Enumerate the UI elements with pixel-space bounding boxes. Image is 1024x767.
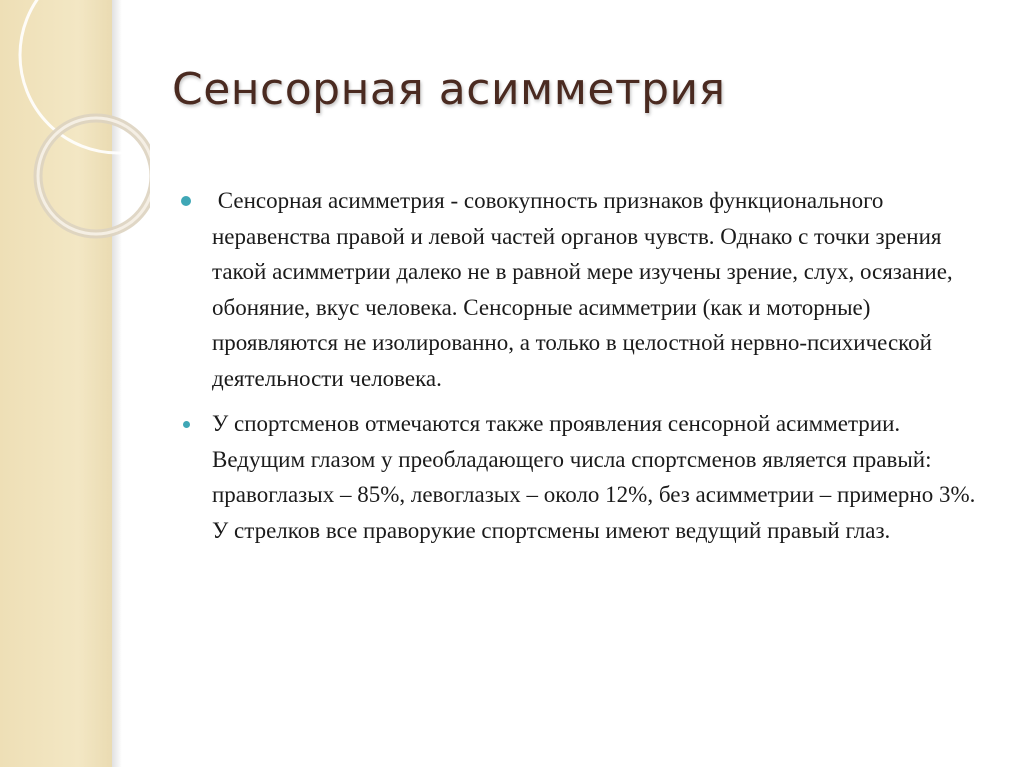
- bullet-list: [212, 183, 997, 558]
- decorative-circles: [0, 0, 150, 260]
- bullet-dot-icon: [183, 421, 190, 428]
- bullet-text: Сенсорная асимметрия - совокупность признаков функционального неравенства правой и левой частей органов чувств. Однако с точки зрения такой асимметрии далеко не в равной мере изучены зрение, слух, осязание, обоняние, вкус человека. Сенсорные асимметрии (как и моторные) проявляются не изолированно, а только в целостной нервно-психической деятельности человека.: [212, 188, 953, 391]
- bullet-item: [212, 406, 997, 548]
- bullet-item: [212, 183, 997, 396]
- slide-title: Сенсорная асимметрия: [172, 64, 726, 115]
- bullet-dot-icon: [181, 196, 191, 206]
- bullet-text: У спортсменов отмечаются также проявления сенсорной асимметрии. Ведущим глазом у преобладающего числа спортсменов является правый: правоглазых – 85%, левоглазых – около 12%, без асимметрии – примерно 3%. У стрелков все праворукие спортсмены имеют ведущий правый глаз.: [212, 411, 976, 543]
